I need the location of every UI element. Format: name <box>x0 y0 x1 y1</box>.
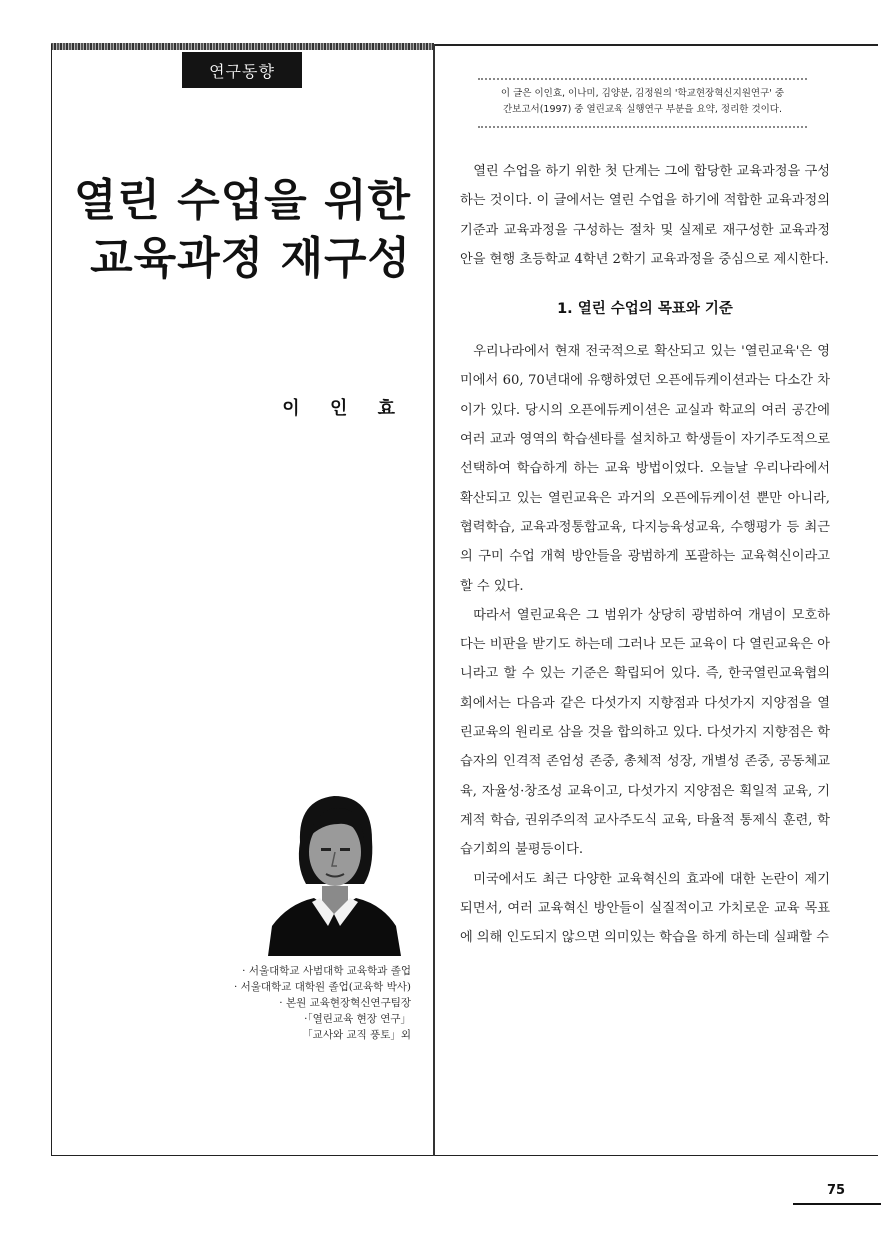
page-number: 75 <box>826 1183 846 1198</box>
bio-line: · 본원 교육현장혁신연구팀장 <box>279 997 411 1009</box>
bio-line: 「교사와 교직 풍토」외 <box>302 1029 411 1041</box>
note-line: 이 글은 이인효, 이나미, 김양분, 김정원의 '학교현장혁신지원연구' 중 <box>500 88 785 99</box>
column-divider <box>433 44 435 1156</box>
intro-paragraph: 열린 수업을 하기 위한 첫 단계는 그에 합당한 교육과정을 구성하는 것이다. 이 글에서는 열린 수업을 하기에 적합한 교육과정의 기준과 교육과정을 구성하는 절차 및 실제로 재구성한 교육과정안을 현행 초등학교 4학년 2학기 교육과정을 중심으로 제시한다. <box>460 164 830 267</box>
bio-line: · 서울대학교 사범대학 교육학과 졸업 <box>242 965 411 977</box>
bio-line: ·「열린교육 현장 연구」 <box>304 1013 411 1025</box>
section-tag: 연구동향 <box>182 52 302 88</box>
body-paragraph: 우리나라에서 현재 전국적으로 확산되고 있는 '열린교육'은 영미에서 60, 70년대에 유행하였던 오픈에듀케이션과는 다소간 차이가 있다. 당시의 오픈에듀케이션은 교실과 학교의 여러 공간에 여러 교과 영역의 학습센타를 설치하고 학생들이 자기주도적으로 선택하여 학습하게 하는 교육 방법이었다. 오늘날 우리나라에서 확산되고 있는 열린교육은 과거의 오픈에듀케이션 뿐만 아니라, 협력학습, 교육과정통합교육, 다지능육성교육, 수행평가 등 최근의 구미 수업 개혁 방안들을 광범하게 포괄하는 교육혁신이라고 할 수 있다. <box>460 344 830 594</box>
author-name: 이 인 효 <box>282 398 407 419</box>
section-heading: 1. 열린 수업의 목표와 기준 <box>557 301 733 318</box>
note-top-rule <box>478 78 807 80</box>
author-photo <box>268 786 401 956</box>
body-paragraph: 따라서 열린교육은 그 범위가 상당히 광범하여 개념이 모호하다는 비판을 받기도 하는데 그러나 모든 교육이 다 열린교육은 아니라고 할 수 있는 기준은 확립되어 있다. 즉, 한국열린교육협의회에서는 다음과 같은 다섯가지 지향점과 다섯가지 지양점을 열린교육의 원리로 삼을 것을 합의하고 있다. 다섯가지 지향점은 학습자의 인격적 존엄성 존중, 총체적 성장, 개별성 존중, 공동체교육, 자율성·창조성 교육이고, 다섯가지 지양점은 획일적 교육, 기계적 학습, 권위주의적 교사주도식 교육, 타율적 통제식 훈련, 학습기회의 불평등이다. <box>460 607 830 858</box>
body-paragraph: 미국에서도 최근 다양한 교육혁신의 효과에 대한 논란이 제기되면서, 여러 교육혁신 방안들이 실질적이고 가치로운 교육 목표에 의해 인도되지 않으면 의미있는 학습을 하게 하는데 실패할 수 <box>460 871 830 946</box>
title-line-1: 열린 수업을 위한 <box>73 175 411 226</box>
article-title <box>74 172 411 288</box>
note-line: 간보고서(1997) 중 열린교육 실행연구 부분을 요약, 정리한 것이다. <box>502 104 783 115</box>
source-note <box>470 76 815 128</box>
article-body <box>460 157 830 952</box>
note-bottom-rule <box>478 126 807 128</box>
page-number-rule <box>793 1203 881 1205</box>
bio-line: · 서울대학교 대학원 졸업(교육학 박사) <box>233 981 411 993</box>
author-bio <box>234 963 411 1043</box>
title-line-2: 교육과정 재구성 <box>90 233 411 284</box>
